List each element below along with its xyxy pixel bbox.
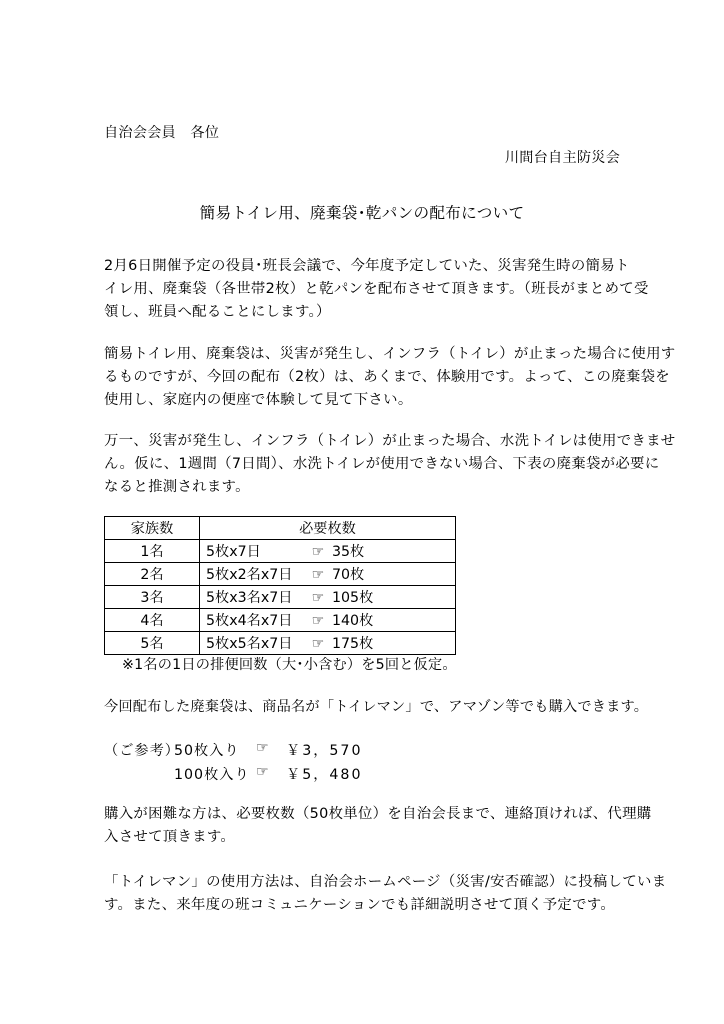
column-header-required: 必要枚数 — [200, 517, 456, 540]
paragraph-line: ん。仮に、1週間（7日間）、水洗トイレが使用できない場合、下表の廃棄袋が必要に — [104, 456, 660, 472]
paragraph-line: 入させて頂きます。 — [104, 829, 236, 845]
reference-label: （ご参考） — [104, 743, 180, 759]
family-count-cell: 2名 — [105, 563, 200, 586]
paragraph-line: 「トイレマン」の使用方法は、自治会ホームページ（災害/安否確認）に投稿していま — [104, 874, 667, 890]
reference-price-100: ￥5，480 — [286, 767, 363, 783]
family-count-cell: 3名 — [105, 586, 200, 609]
total-text: 105枚 — [332, 590, 374, 606]
document-title: 簡易トイレ用、廃棄袋･乾パンの配布について — [199, 204, 525, 222]
paragraph-line: 万一、災害が発生し、インフラ（トイレ）が止まった場合、水洗トイレは使用できませ — [104, 433, 676, 449]
paragraph-1 — [104, 255, 649, 324]
paragraph-line: 領し、班員へ配ることにします。） — [104, 304, 331, 320]
paragraph-3 — [104, 430, 676, 499]
pointing-hand-icon: ☞ — [311, 613, 325, 629]
column-header-family: 家族数 — [105, 517, 200, 540]
required-count-cell — [200, 632, 456, 655]
paragraph-line: るものですが、今回の配布（2枚）は、あくまで、体験用です。よって、この廃棄袋を — [104, 369, 670, 385]
calc-text: 5枚x5名x7日 — [206, 636, 293, 652]
table-row — [105, 609, 456, 632]
paragraph-line: イレ用、廃棄袋（各世帯2枚）と乾パンを配布させて頂きます。（班長がまとめて受 — [104, 281, 649, 297]
pointing-hand-icon: ☞ — [311, 544, 325, 560]
calc-text: 5枚x4名x7日 — [206, 613, 293, 629]
pointing-hand-icon: ☞ — [311, 567, 325, 583]
total-text: 70枚 — [332, 567, 365, 583]
paragraph-line: す。また、来年度の班コミュニケーションでも詳細説明させて頂く予定です。 — [104, 897, 616, 913]
family-count-cell: 5名 — [105, 632, 200, 655]
paragraph-line: 購入が困難な方は、必要枚数（50枚単位）を自治会長まで、連絡頂ければ、代理購 — [104, 806, 652, 822]
product-line: 今回配布した廃棄袋は、商品名が「トイレマン」で、アマゾン等でも購入できます。 — [104, 699, 649, 715]
paragraph-line: 2月6日開催予定の役員･班長会議で、今年度予定していた、災害発生時の簡易ト — [104, 258, 630, 274]
total-text: 35枚 — [332, 544, 365, 560]
paragraph-5 — [104, 871, 667, 917]
pointing-hand-icon: ☞ — [256, 764, 269, 780]
required-count-cell — [200, 609, 456, 632]
pointing-hand-icon: ☞ — [311, 636, 325, 652]
table-row — [105, 632, 456, 655]
table-row — [105, 540, 456, 563]
reference-qty-100: 100枚入り — [174, 767, 250, 783]
family-count-cell: 1名 — [105, 540, 200, 563]
reference-price-50: ￥3，570 — [286, 743, 363, 759]
calc-text: 5枚x3名x7日 — [206, 590, 293, 606]
paragraph-line: なると推測されます。 — [104, 479, 250, 495]
family-count-cell: 4名 — [105, 609, 200, 632]
total-text: 175枚 — [332, 636, 374, 652]
paragraph-4 — [104, 803, 652, 849]
sender-line: 川間台自主防災会 — [504, 150, 620, 166]
required-count-cell — [200, 540, 456, 563]
required-count-cell — [200, 563, 456, 586]
bags-required-table — [104, 516, 456, 655]
pointing-hand-icon: ☞ — [311, 590, 325, 606]
table-row — [105, 586, 456, 609]
table-header-row — [105, 517, 456, 540]
reference-qty-50: 50枚入り — [174, 743, 240, 759]
total-text: 140枚 — [332, 613, 374, 629]
paragraph-line: 使用し、家庭内の便座で体験して見て下さい。 — [104, 392, 413, 408]
recipient-line: 自治会会員 各位 — [104, 125, 220, 141]
calc-text: 5枚x7日 — [206, 544, 261, 560]
pointing-hand-icon: ☞ — [256, 740, 269, 756]
paragraph-line: 簡易トイレ用、廃棄袋は、災害が発生し、インフラ（トイレ）が止まった場合に使用す — [104, 346, 676, 362]
table-note: ※1名の1日の排便回数（大･小含む）を5回と仮定。 — [122, 657, 457, 673]
paragraph-2 — [104, 343, 676, 412]
calc-text: 5枚x2名x7日 — [206, 567, 293, 583]
table-row — [105, 563, 456, 586]
required-count-cell — [200, 586, 456, 609]
